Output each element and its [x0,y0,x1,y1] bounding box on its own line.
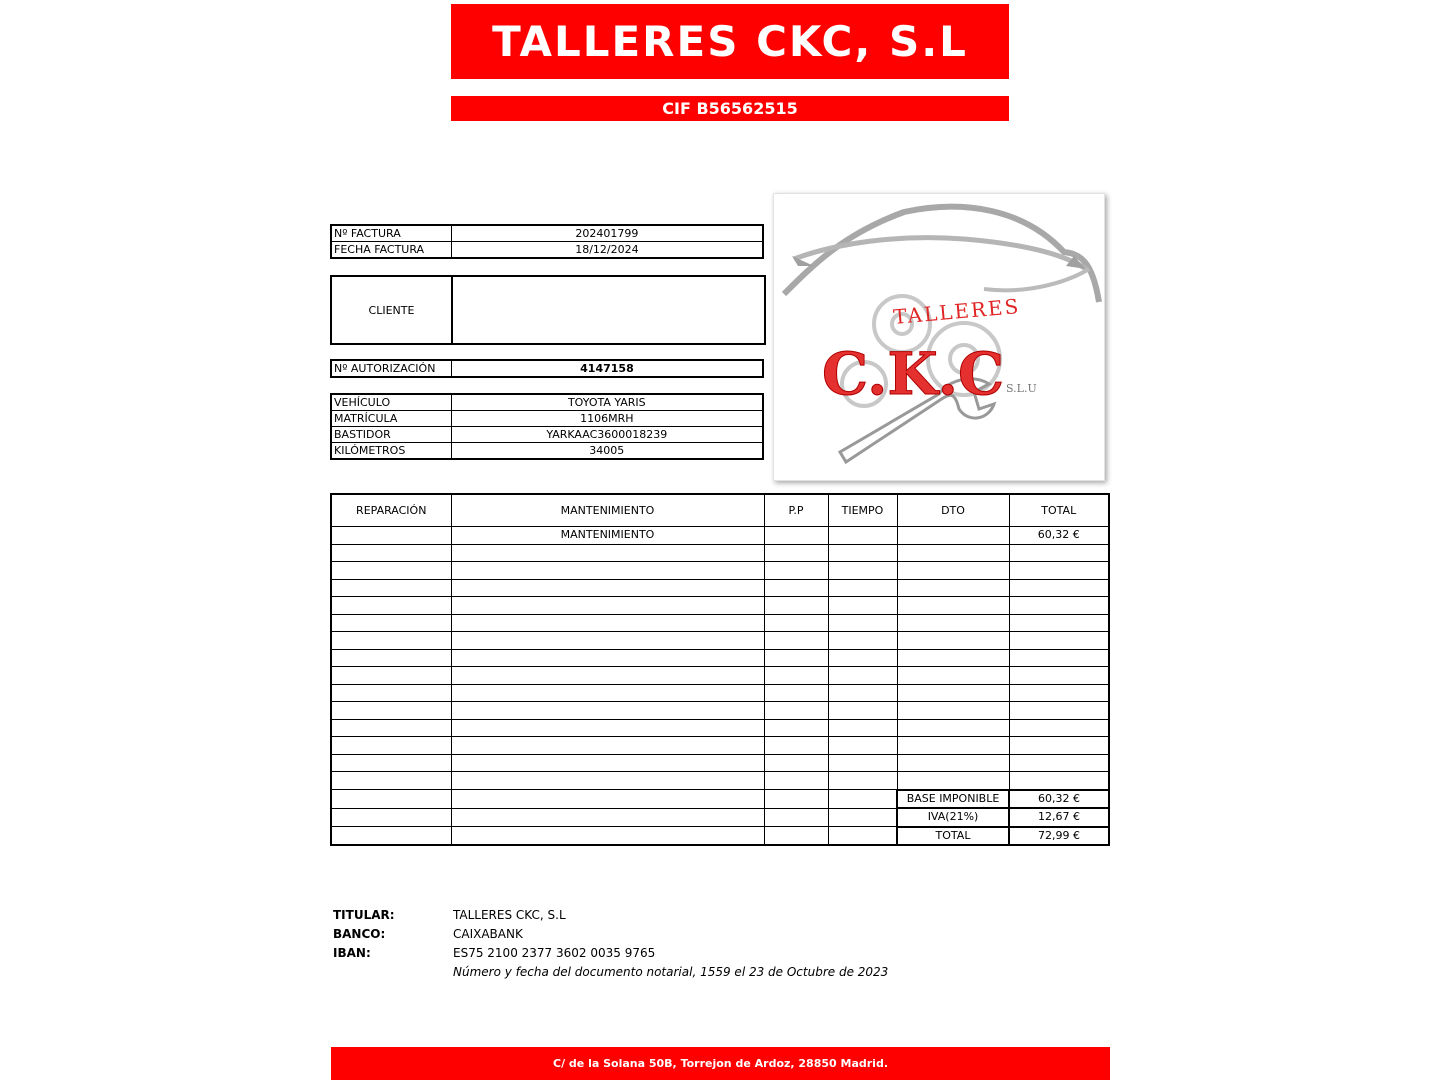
empty-cell [1009,614,1109,632]
authorization-value: 4147158 [451,360,763,377]
vin-label: BASTIDOR [331,427,451,443]
empty-cell [897,632,1009,650]
empty-cell [331,754,451,772]
vehicle-label: VEHÍCULO [331,394,451,411]
empty-cell [828,737,897,755]
empty-cell [764,544,828,562]
holder-value: TALLERES CKC, S.L [453,908,566,922]
empty-cell [828,579,897,597]
empty-cell [1009,684,1109,702]
authorization-table [330,359,764,378]
empty-cell [331,614,451,632]
empty-cell [451,632,764,650]
empty-cell [764,808,828,827]
empty-cell [764,702,828,720]
empty-cell [331,790,451,809]
empty-cell [451,597,764,615]
empty-cell [828,790,897,809]
grand-total-row [331,827,1109,846]
km-label: KILÓMETROS [331,443,451,460]
plate-row [331,411,763,427]
empty-cell [1009,667,1109,685]
empty-cell [331,737,451,755]
table-row [331,544,1109,562]
client-label: CLIENTE [332,277,453,343]
header-total: TOTAL [1009,494,1109,527]
empty-cell [897,754,1009,772]
logo-top-text: TALLERES [892,293,1022,329]
plate-value: 1106MRH [451,411,763,427]
table-row [331,579,1109,597]
empty-cell [828,667,897,685]
empty-cell [828,649,897,667]
empty-cell [451,667,764,685]
header-discount: DTO [897,494,1009,527]
empty-cell [451,702,764,720]
base-row [331,790,1109,809]
empty-cell [331,808,451,827]
bank-value: CAIXABANK [453,927,523,941]
header-pp: P.P [764,494,828,527]
empty-cell [764,772,828,790]
client-box [330,275,766,345]
cell-total: 60,32 € [1009,527,1109,545]
table-row [331,632,1109,650]
table-row [331,684,1109,702]
empty-cell [451,684,764,702]
empty-cell [897,562,1009,580]
header-description: MANTENIMIENTO [451,494,764,527]
empty-cell [331,649,451,667]
empty-cell [897,667,1009,685]
invoice-info-table [330,224,764,259]
authorization-label: Nº AUTORIZACIÓN [331,360,451,377]
cell-repair [331,527,451,545]
empty-cell [764,649,828,667]
cell-time [828,527,897,545]
empty-cell [1009,544,1109,562]
empty-cell [451,737,764,755]
empty-cell [451,544,764,562]
km-row [331,443,763,460]
empty-cell [451,719,764,737]
header-time: TIEMPO [828,494,897,527]
base-value: 60,32 € [1009,790,1109,809]
empty-cell [451,808,764,827]
empty-cell [1009,649,1109,667]
vehicle-row [331,394,763,411]
empty-cell [1009,632,1109,650]
empty-cell [897,737,1009,755]
empty-cell [764,719,828,737]
invoice-date-row [331,242,763,259]
table-row [331,754,1109,772]
empty-cell [828,632,897,650]
table-row [331,649,1109,667]
client-value [454,277,764,343]
empty-cell [828,827,897,846]
empty-cell [828,597,897,615]
empty-cell [451,562,764,580]
empty-cell [828,544,897,562]
car-gears-wrench-logo-icon [774,194,1104,480]
empty-cell [764,737,828,755]
company-title-banner [451,4,1009,79]
empty-cell [1009,702,1109,720]
empty-cell [451,614,764,632]
empty-cell [764,667,828,685]
grand-total-label: TOTAL [897,827,1009,846]
invoice-number-value: 202401799 [451,225,763,242]
empty-cell [828,719,897,737]
empty-cell [1009,772,1109,790]
iva-row [331,808,1109,827]
logo-main-text: C.K.C [822,340,1005,408]
empty-cell [897,684,1009,702]
empty-cell [764,614,828,632]
empty-cell [897,544,1009,562]
empty-cell [331,702,451,720]
items-table [330,493,1110,846]
empty-cell [331,719,451,737]
grand-total-value: 72,99 € [1009,827,1109,846]
header-repair: REPARACIÓN [331,494,451,527]
empty-cell [331,632,451,650]
table-row [331,667,1109,685]
cif-text: CIF B56562515 [662,99,798,118]
empty-cell [451,579,764,597]
table-row [331,597,1109,615]
base-label: BASE IMPONIBLE [897,790,1009,809]
iban-value: ES75 2100 2377 3602 0035 9765 [453,946,656,960]
empty-cell [451,772,764,790]
vehicle-value: TOYOTA YARIS [451,394,763,411]
empty-cell [764,827,828,846]
empty-cell [331,544,451,562]
empty-cell [828,684,897,702]
empty-cell [828,702,897,720]
table-row [331,772,1109,790]
cif-banner [451,96,1009,121]
empty-cell [1009,737,1109,755]
table-row [331,614,1109,632]
empty-cell [897,702,1009,720]
empty-cell [451,790,764,809]
empty-cell [451,649,764,667]
empty-cell [1009,562,1109,580]
empty-cell [331,597,451,615]
empty-cell [331,684,451,702]
empty-cell [764,790,828,809]
empty-cell [897,772,1009,790]
empty-cell [897,597,1009,615]
invoice-date-label: FECHA FACTURA [331,242,451,259]
empty-cell [764,684,828,702]
iban-label: IBAN: [333,946,371,960]
empty-rows [331,544,1109,790]
table-row [331,719,1109,737]
empty-cell [1009,754,1109,772]
empty-cell [331,562,451,580]
empty-cell [451,827,764,846]
empty-cell [764,632,828,650]
empty-cell [1009,597,1109,615]
invoice-number-label: Nº FACTURA [331,225,451,242]
plate-label: MATRÍCULA [331,411,451,427]
empty-cell [828,808,897,827]
cell-discount [897,527,1009,545]
empty-cell [1009,719,1109,737]
empty-cell [897,579,1009,597]
vehicle-table [330,393,764,460]
empty-cell [828,772,897,790]
empty-cell [1009,579,1109,597]
empty-cell [828,754,897,772]
empty-cell [828,614,897,632]
cell-pp [764,527,828,545]
vin-row [331,427,763,443]
items-header-row [331,494,1109,527]
table-row [331,737,1109,755]
km-value: 34005 [451,443,763,460]
table-row [331,702,1109,720]
empty-cell [451,754,764,772]
iva-value: 12,67 € [1009,808,1109,827]
invoice-number-row [331,225,763,242]
empty-cell [897,614,1009,632]
empty-cell [764,562,828,580]
company-logo [773,193,1105,481]
empty-cell [331,827,451,846]
footer-banner [331,1047,1110,1080]
empty-cell [764,754,828,772]
notary-text: Número y fecha del documento notarial, 1559 el 23 de Octubre de 2023 [453,965,889,979]
empty-cell [331,579,451,597]
invoice-date-value: 18/12/2024 [451,242,763,259]
vin-value: YARKAAC3600018239 [451,427,763,443]
table-row [331,527,1109,545]
bank-label: BANCO: [333,927,386,941]
empty-cell [764,579,828,597]
empty-cell [331,667,451,685]
cell-description: MANTENIMIENTO [451,527,764,545]
holder-label: TITULAR: [333,908,395,922]
empty-cell [764,597,828,615]
empty-cell [897,649,1009,667]
company-title: TALLERES CKC, S.L [492,17,968,66]
logo-suffix-text: S.L.U [1006,382,1037,395]
empty-cell [897,719,1009,737]
empty-cell [828,562,897,580]
iva-label: IVA(21%) [897,808,1009,827]
empty-cell [331,772,451,790]
footer-address: C/ de la Solana 50B, Torrejon de Ardoz, 28850 Madrid. [553,1057,888,1070]
table-row [331,562,1109,580]
